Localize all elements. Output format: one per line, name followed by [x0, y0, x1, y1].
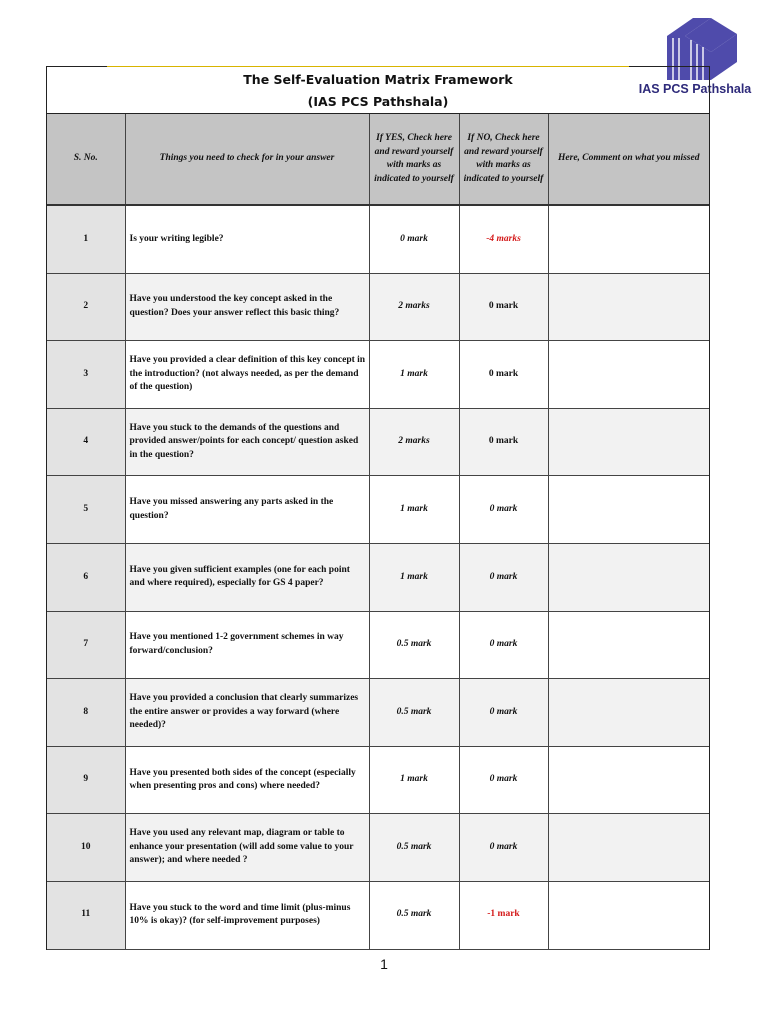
table-row [47, 543, 709, 611]
row-no-marks: 0 mark [459, 408, 548, 476]
table-row [47, 814, 709, 882]
title-band [47, 67, 709, 114]
row-no-marks: 0 mark [459, 273, 548, 341]
row-number: 11 [47, 881, 125, 949]
table-row [47, 679, 709, 747]
row-question: Have you provided a clear definition of this key concept in the introduction? (not always needed, as per the demand of the question) [125, 341, 369, 409]
header-yes: If YES, Check here and reward yourself with marks as indicated to yourself [369, 114, 459, 205]
row-comment-cell[interactable] [548, 881, 709, 949]
table-row [47, 611, 709, 679]
row-number: 8 [47, 679, 125, 747]
row-no-marks: -4 marks [459, 205, 548, 273]
row-comment-cell[interactable] [548, 814, 709, 882]
row-yes-marks: 0.5 mark [369, 679, 459, 747]
row-no-marks: 0 mark [459, 814, 548, 882]
row-question: Have you missed answering any parts asked in the question? [125, 476, 369, 544]
header-things: Things you need to check for in your answer [125, 114, 369, 205]
row-yes-marks: 2 marks [369, 273, 459, 341]
row-question: Have you used any relevant map, diagram or table to enhance your presentation (will add some value to your answer); and where needed ? [125, 814, 369, 882]
row-question: Have you provided a conclusion that clearly summarizes the entire answer or provides a way forward (where needed)? [125, 679, 369, 747]
row-no-marks: 0 mark [459, 746, 548, 814]
row-question: Have you mentioned 1-2 government schemes in way forward/conclusion? [125, 611, 369, 679]
row-comment-cell[interactable] [548, 611, 709, 679]
table-row [47, 205, 709, 273]
row-yes-marks: 0.5 mark [369, 881, 459, 949]
row-question: Have you given sufficient examples (one for each point and where required), especially for GS 4 paper? [125, 543, 369, 611]
header-sno: S. No. [47, 114, 125, 205]
page-title: The Self-Evaluation Matrix Framework [243, 72, 513, 87]
row-yes-marks: 2 marks [369, 408, 459, 476]
row-yes-marks: 1 mark [369, 341, 459, 409]
row-comment-cell[interactable] [548, 205, 709, 273]
table-row [47, 273, 709, 341]
page-number: 1 [380, 956, 388, 972]
row-yes-marks: 0.5 mark [369, 814, 459, 882]
row-no-marks: 0 mark [459, 341, 548, 409]
header-no: If NO, Check here and reward yourself with marks as indicated to yourself [459, 114, 548, 205]
table-header-row [47, 114, 709, 205]
row-yes-marks: 1 mark [369, 543, 459, 611]
row-comment-cell[interactable] [548, 476, 709, 544]
row-number: 2 [47, 273, 125, 341]
row-number: 10 [47, 814, 125, 882]
row-no-marks: 0 mark [459, 476, 548, 544]
row-question: Is your writing legible? [125, 205, 369, 273]
row-no-marks: -1 mark [459, 881, 548, 949]
brand-name: IAS PCS Pathshala [638, 82, 752, 96]
row-comment-cell[interactable] [548, 341, 709, 409]
evaluation-sheet [46, 66, 710, 950]
evaluation-matrix-table [47, 114, 709, 950]
row-number: 4 [47, 408, 125, 476]
table-row [47, 881, 709, 949]
row-number: 5 [47, 476, 125, 544]
row-number: 7 [47, 611, 125, 679]
header-comment: Here, Comment on what you missed [548, 114, 709, 205]
table-row [47, 746, 709, 814]
row-comment-cell[interactable] [548, 408, 709, 476]
row-number: 9 [47, 746, 125, 814]
row-question: Have you understood the key concept asked in the question? Does your answer reflect this basic thing? [125, 273, 369, 341]
row-yes-marks: 1 mark [369, 746, 459, 814]
row-no-marks: 0 mark [459, 543, 548, 611]
row-no-marks: 0 mark [459, 611, 548, 679]
row-number: 6 [47, 543, 125, 611]
row-no-marks: 0 mark [459, 679, 548, 747]
row-number: 1 [47, 205, 125, 273]
page-subtitle: (IAS PCS Pathshala) [307, 94, 449, 109]
row-yes-marks: 1 mark [369, 476, 459, 544]
table-row [47, 476, 709, 544]
row-question: Have you stuck to the demands of the questions and provided answer/points for each concept/ question asked in the question? [125, 408, 369, 476]
row-question: Have you stuck to the word and time limit (plus-minus 10% is okay)? (for self-improvement purposes) [125, 881, 369, 949]
row-yes-marks: 0.5 mark [369, 611, 459, 679]
row-comment-cell[interactable] [548, 273, 709, 341]
row-comment-cell[interactable] [548, 746, 709, 814]
title-accent-line [107, 66, 629, 67]
row-number: 3 [47, 341, 125, 409]
row-question: Have you presented both sides of the concept (especially when presenting pros and cons) where needed? [125, 746, 369, 814]
table-row [47, 408, 709, 476]
row-comment-cell[interactable] [548, 543, 709, 611]
table-row [47, 341, 709, 409]
row-comment-cell[interactable] [548, 679, 709, 747]
row-yes-marks: 0 mark [369, 205, 459, 273]
